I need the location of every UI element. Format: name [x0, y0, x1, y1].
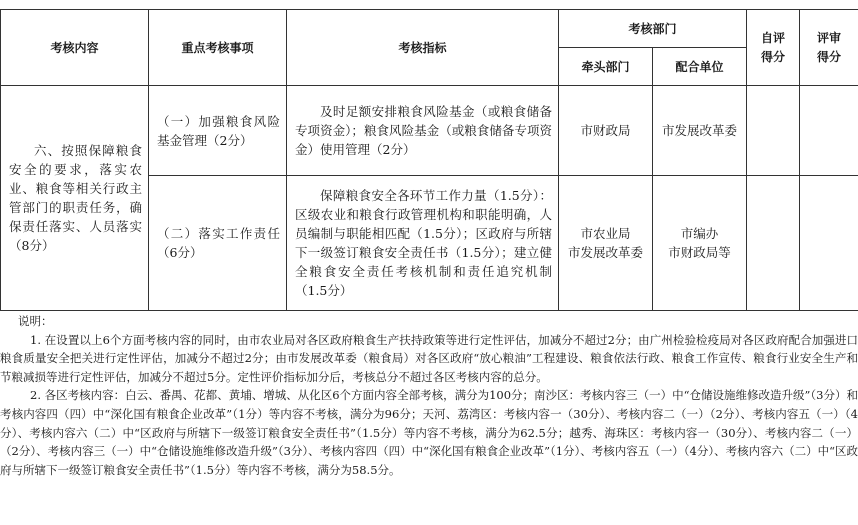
header-self-score: 自评 得分	[747, 10, 800, 86]
header-key-items: 重点考核事项	[149, 10, 287, 86]
notes-title: 说明：	[18, 314, 53, 328]
key-item-cell: （一）加强粮食风险基金管理（2分）	[149, 86, 287, 176]
notes-section	[0, 312, 858, 479]
header-coop-unit: 配合单位	[653, 48, 747, 86]
note-paragraph-2: 2. 各区考核内容：白云、番禺、花都、黄埔、增城、从化区6个方面内容全部考核，满分为100分；南沙区：考核内容三（一）中“仓储设施维修改造升级”（3分）和考核内容四（四）中“深化国有粮食企业改革”（1分）等内容不考核，满分为96分；天河、荔湾区：考核内容一（30分）、考核内容二（一）（2分）、考核内容五（一）（4分）、考核内容六（二）中“区政府与所辖下一级签订粮食安全责任书”（1.5分）等内容不考核，满分为62.5分；越秀、海珠区：考核内容一（30分）、考核内容二（一）（2分）、考核内容三（一）中“仓储设施维修改造升级”（3分）、考核内容四（四）中“深化国有粮食企业改革”（1分）、考核内容五（一）（4分）、考核内容六（二）中“区政府与所辖下一级签订粮食安全责任书”（1.5分）等内容不考核，满分为58.5分。	[0, 388, 858, 477]
section-cell: 六、按照保障粮食安全的要求，落实农业、粮食等相关行政主管部门的职责任务，确保责任落实、人员落实（8分）	[1, 86, 149, 311]
header-review-score: 评审 得分	[800, 10, 858, 86]
header-indicator: 考核指标	[287, 10, 559, 86]
review-score-cell[interactable]	[800, 176, 858, 311]
table-row	[1, 86, 858, 176]
review-score-cell[interactable]	[800, 86, 858, 176]
key-item-cell: （二）落实工作责任（6分）	[149, 176, 287, 311]
self-score-cell[interactable]	[747, 176, 800, 311]
header-lead-dept: 牵头部门	[559, 48, 653, 86]
self-score-cell[interactable]	[747, 86, 800, 176]
lead-dept-cell: 市农业局 市发展改革委	[559, 176, 653, 311]
header-content: 考核内容	[1, 10, 149, 86]
indicator-cell: 保障粮食安全各环节工作力量（1.5分）：区级农业和粮食行政管理机构和职能明确，人员编制与职能相匹配（1.5分）；区政府与所辖下一级签订粮食安全责任书（1.5分）；建立健全粮食安全责任考核机制和责任追究机制（1.5分）	[287, 176, 559, 311]
indicator-cell: 及时足额安排粮食风险基金（或粮食储备专项资金）；粮食风险基金（或粮食储备专项资金）使用管理（2分）	[287, 86, 559, 176]
coop-unit-cell: 市编办 市财政局等	[653, 176, 747, 311]
assessment-table	[0, 9, 858, 311]
lead-dept-cell: 市财政局	[559, 86, 653, 176]
header-departments: 考核部门	[559, 10, 747, 48]
note-paragraph-1: 1. 在设置以上6个方面考核内容的同时，由市农业局对各区政府粮食生产扶持政策等进行定性评估，加减分不超过2分；由广州检验检疫局对各区政府配合加强进口粮食质量安全把关进行定性评估，加减分不超过2分；由市发展改革委（粮食局）对各区政府“放心粮油”工程建设、粮食依法行政、粮食工作宣传、粮食行业安全生产和节粮减损等进行定性评估，加减分不超过5分。定性评价指标加分后，考核总分不超过各区考核内容的总分。	[0, 332, 858, 384]
coop-unit-cell: 市发展改革委	[653, 86, 747, 176]
